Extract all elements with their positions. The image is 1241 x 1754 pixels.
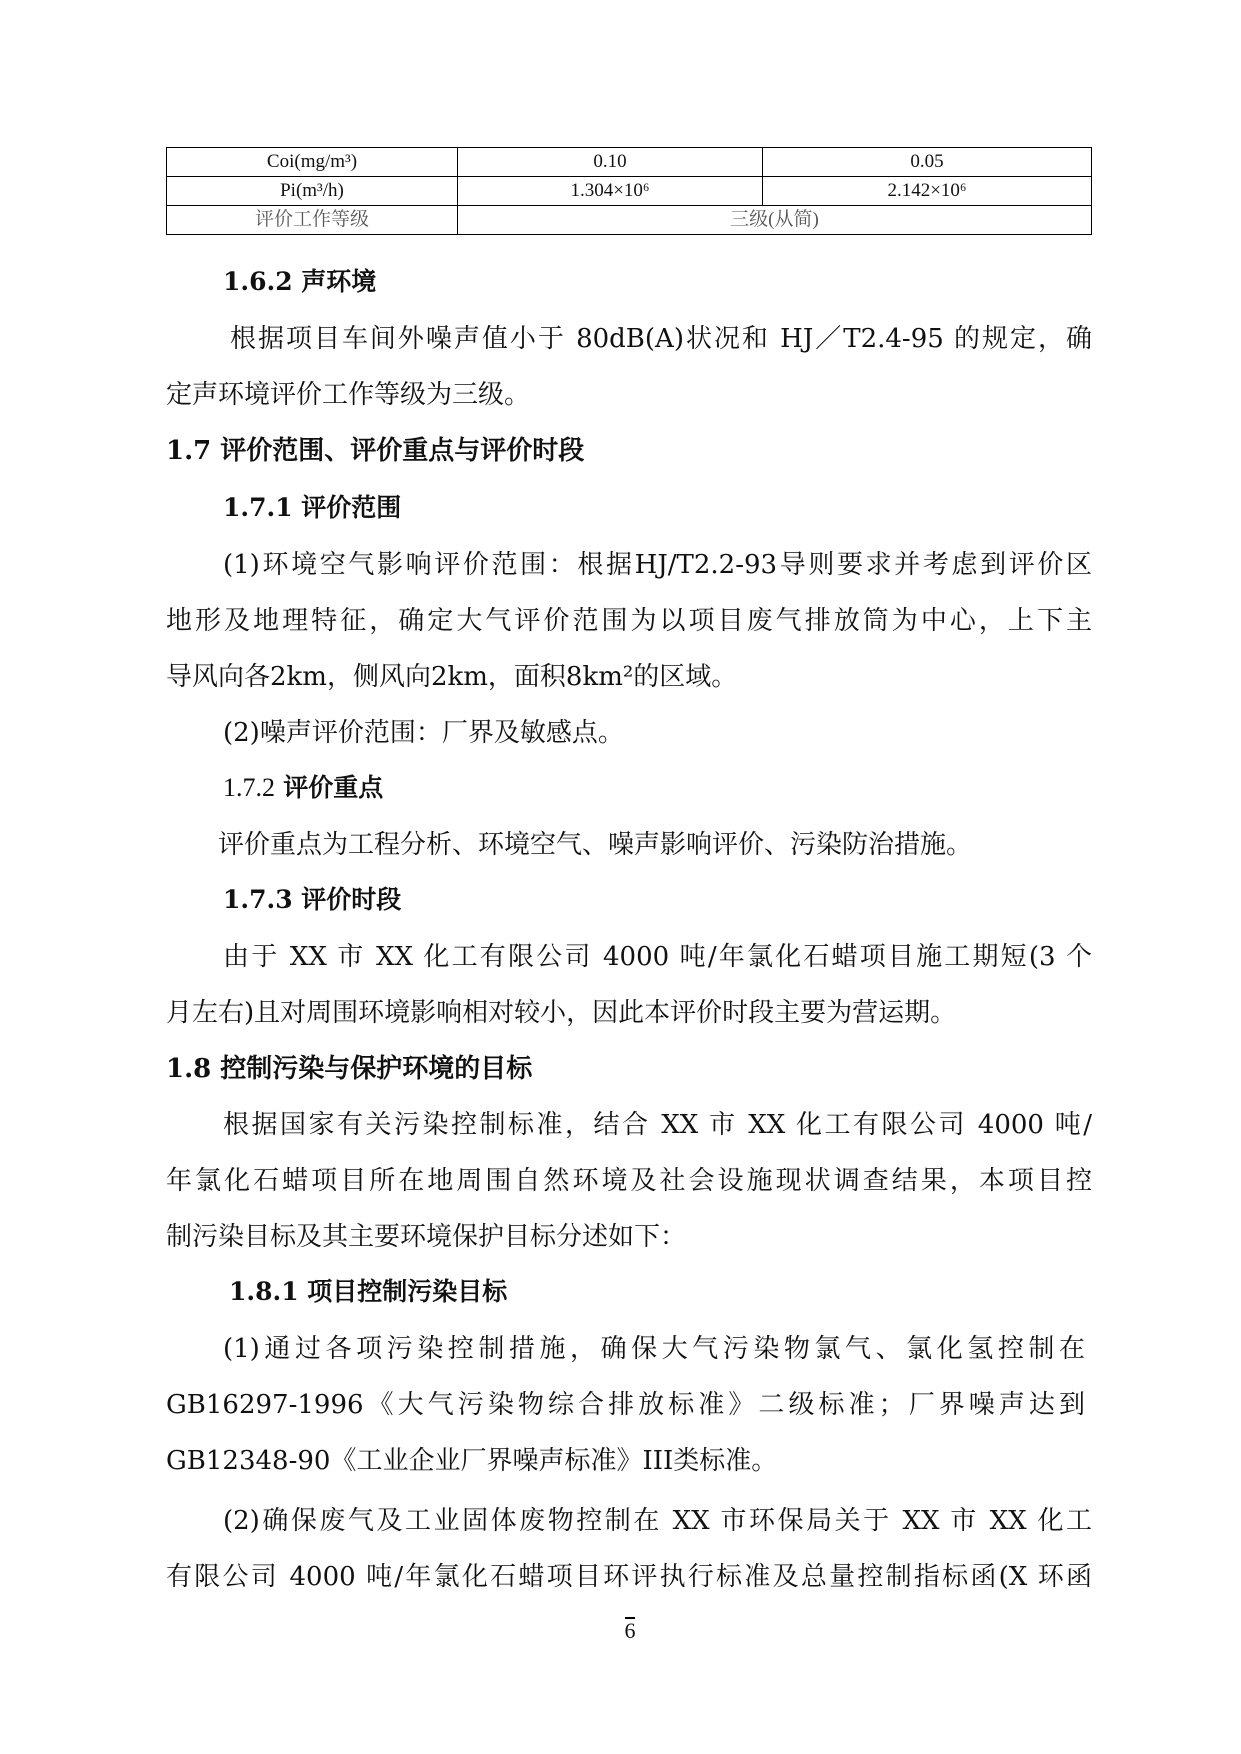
table-cell: 0.05 [763, 148, 1092, 177]
paragraph-line: 月左右)且对周围环境影响相对较小，因此本评价时段主要为营运期。 [166, 998, 957, 1028]
paragraph-line: 有限公司 4000 吨/年氯化石蜡项目环评执行标准及总量控制指标函(X 环函 [166, 1562, 1092, 1592]
evaluation-grade-table [166, 147, 1092, 235]
table-cell: 0.10 [458, 148, 763, 177]
heading-number: 1.7.2 [223, 773, 275, 802]
paragraph-line: 导风向各2km，侧风向2km，面积8km²的区域。 [166, 662, 738, 692]
paragraph-line: 根据项目车间外噪声值小于 80dB(A)状况和 HJ／T2.4-95 的规定，确 [230, 324, 1092, 354]
section-heading-1-6-2: 1.6.2 声环境 [223, 267, 377, 296]
section-heading-1-8-1: 1.8.1 项目控制污染目标 [229, 1277, 508, 1306]
heading-text: 评价重点 [283, 773, 384, 802]
paragraph-line: 地形及地理特征，确定大气评价范围为以项目废气排放筒为中心，上下主 [166, 606, 1092, 636]
table-cell: 1.304×10⁶ [458, 177, 763, 206]
paragraph-line: GB12348-90《工业企业厂界噪声标准》III类标准。 [166, 1446, 778, 1476]
paragraph-line: GB16297-1996《大气污染物综合排放标准》二级标准；厂界噪声达到 [166, 1390, 1085, 1420]
table-row [167, 148, 1092, 177]
paragraph-line: 年氯化石蜡项目所在地周围自然环境及社会设施现状调查结果，本项目控 [166, 1166, 1092, 1196]
paragraph-line: 评价重点为工程分析、环境空气、噪声影响评价、污染防治措施。 [218, 830, 973, 860]
paragraph-line: (1)环境空气影响评价范围：根据HJ/T2.2-93导则要求并考虑到评价区 [223, 550, 1092, 580]
paragraph-line: 根据国家有关污染控制标准，结合 XX 市 XX 化工有限公司 4000 吨/ [223, 1110, 1092, 1140]
paragraph-line: (2)噪声评价范围：厂界及敏感点。 [223, 718, 624, 748]
table-cell: 三级(从简) [458, 206, 1092, 235]
paragraph-line: 由于 XX 市 XX 化工有限公司 4000 吨/年氯化石蜡项目施工期短(3 个 [223, 942, 1092, 972]
section-heading-1-7: 1.7 评价范围、评价重点与评价时段 [166, 436, 585, 466]
section-heading-1-7-3: 1.7.3 评价时段 [223, 885, 402, 914]
table-row [167, 177, 1092, 206]
paragraph-line: (2)确保废气及工业固体废物控制在 XX 市环保局关于 XX 市 XX 化工 [223, 1506, 1092, 1536]
paragraph-line: (1)通过各项污染控制措施，确保大气污染物氯气、氯化氢控制在 [223, 1334, 1085, 1364]
section-heading-1-7-1: 1.7.1 评价范围 [223, 493, 402, 522]
table-cell: Pi(m³/h) [167, 177, 458, 206]
section-heading-1-8: 1.8 控制污染与保护环境的目标 [166, 1054, 533, 1084]
table-cell: 2.142×10⁶ [763, 177, 1092, 206]
table-cell: Coi(mg/m³) [167, 148, 458, 177]
section-heading-1-7-2 [223, 768, 383, 804]
paragraph-line: 制污染目标及其主要环境保护目标分述如下： [166, 1222, 687, 1252]
table-cell: 评价工作等级 [167, 206, 458, 235]
table-row [167, 206, 1092, 235]
page-number: 6 [624, 1618, 636, 1643]
paragraph-line: 定声环境评价工作等级为三级。 [166, 380, 531, 410]
